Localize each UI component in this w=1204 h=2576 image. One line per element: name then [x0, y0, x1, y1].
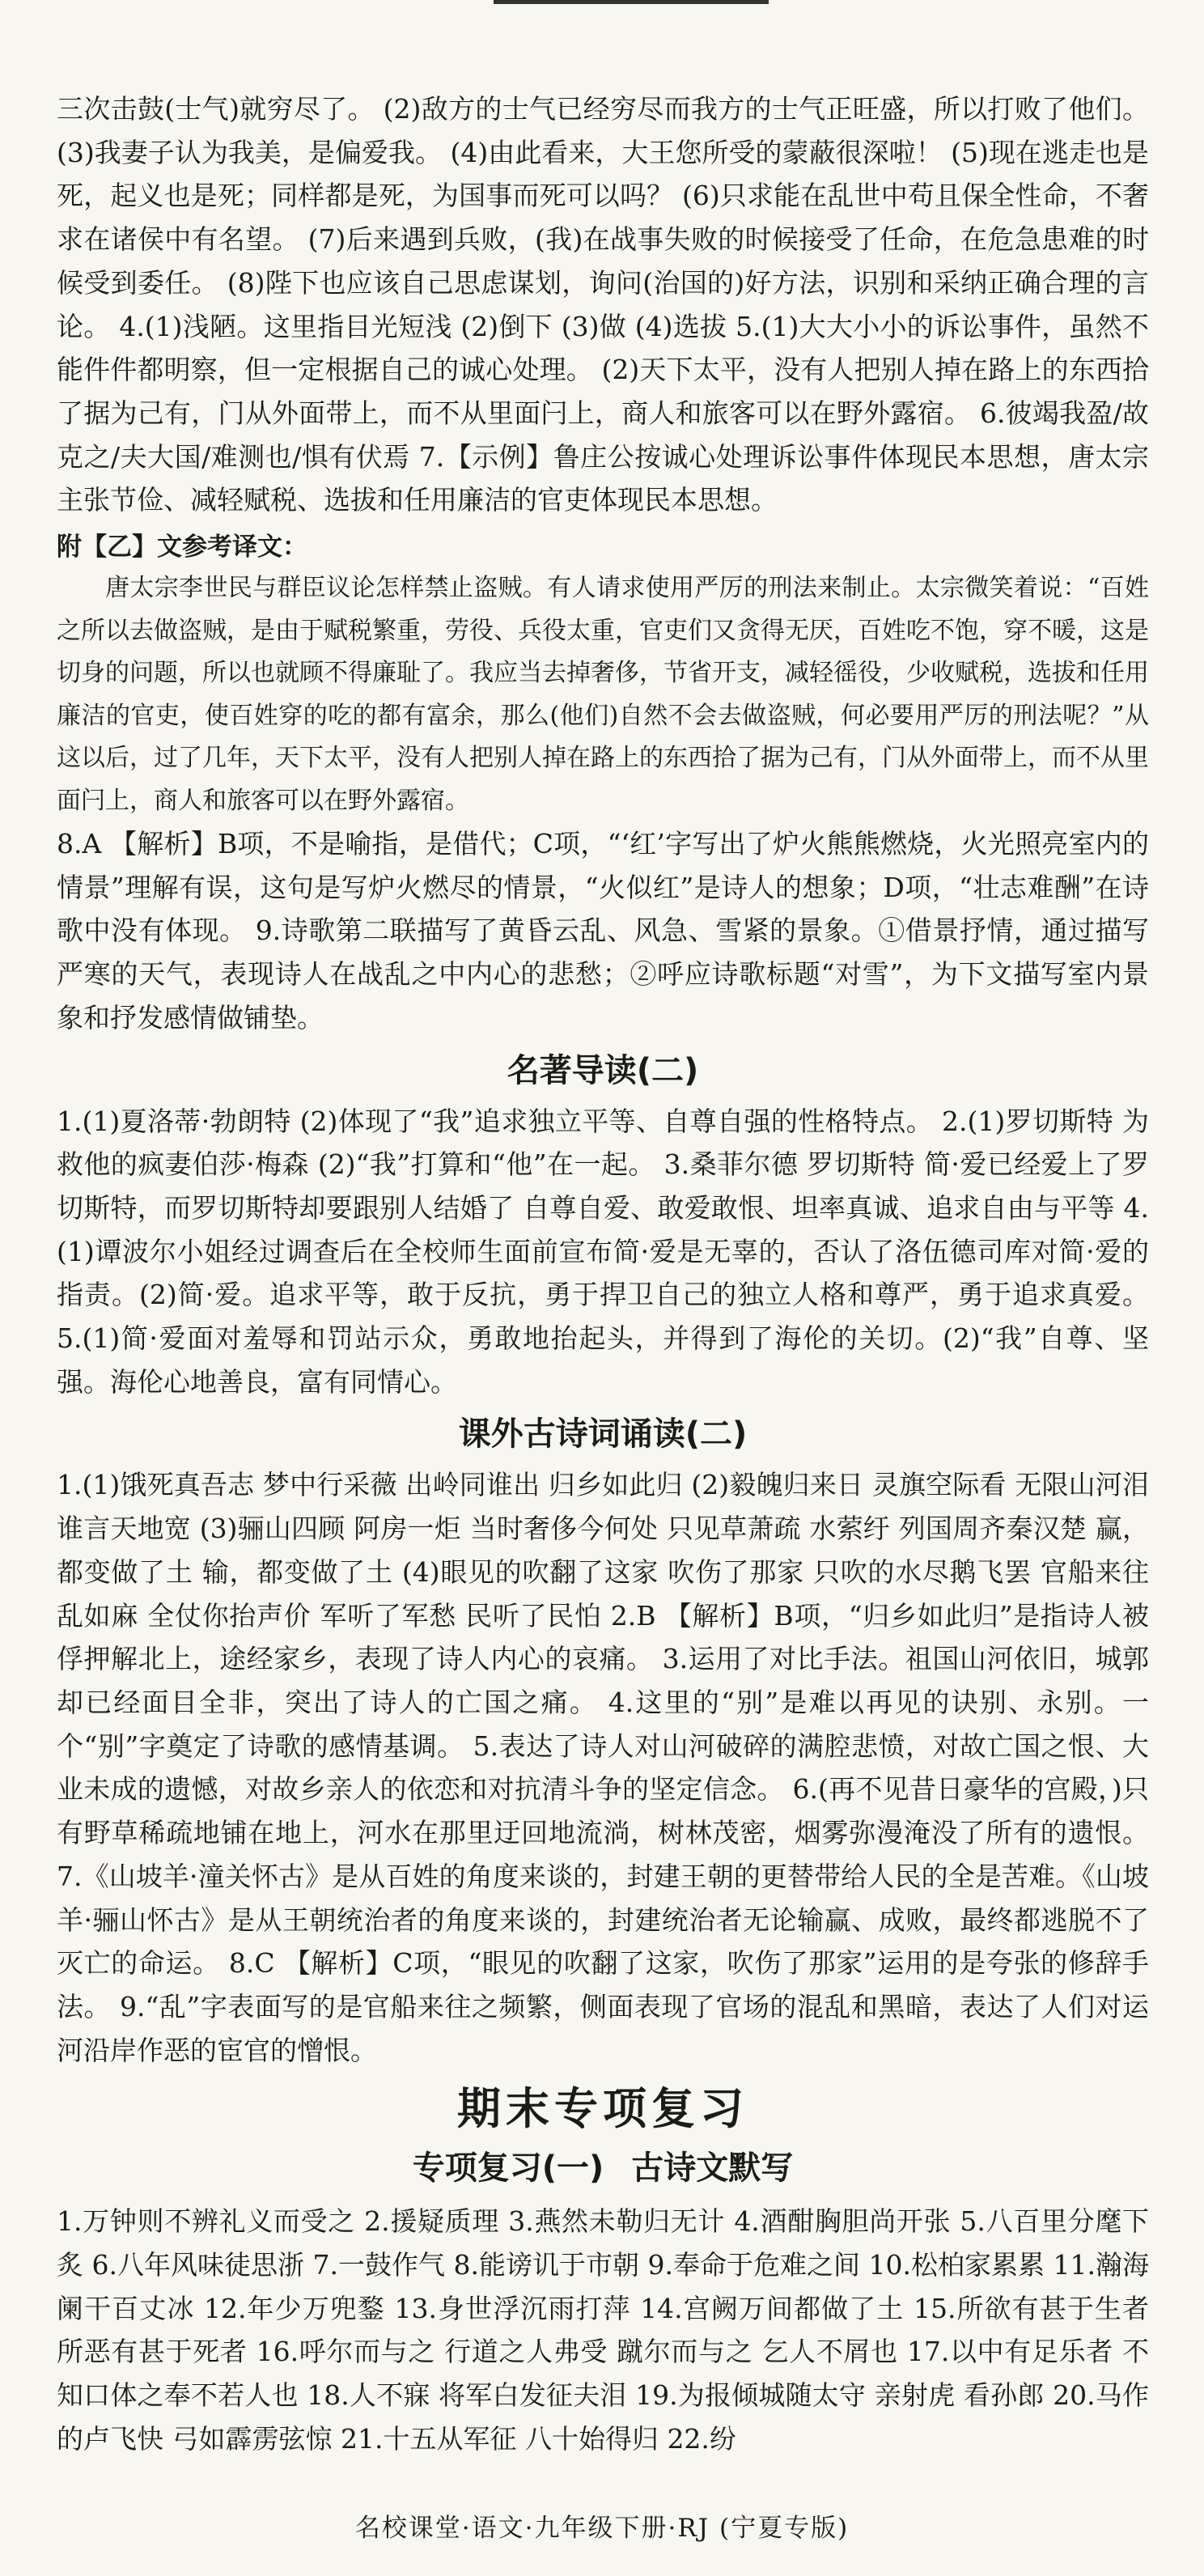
subsection-topic: 古诗文默写	[631, 2149, 794, 2188]
section-title-kewai: 课外古诗词诵读(二)	[458, 1415, 748, 1454]
subsection-number: 专项复习(一)	[412, 2149, 604, 2188]
subsection-title	[57, 2141, 1149, 2195]
dictation-answers: 1.万钟则不辨礼义而受之 2.援疑质理 3.燕然未勒归无计 4.酒酣胸胆尚开张 5.八百里分麾下炙 6.八年风味徒思浙 7.一鼓作气 8.能谤讥于市朝 9.奉命于危难之间 10.松柏家累累 11.瀚海阑干百丈冰 12.年少万兜鍪 13.身世浮沉雨打萍 14.宫阙万间都做了土 15.所欲有甚于生者 所恶有甚于死者 16.呼尔而与之 行道之人弗受 蹴尔而与之 乞人不屑也 17.以中有足乐者 不知口体之奉不若人也 18.人不寐 将军白发征夫泪 19.为报倾城随太守 亲射虎 看孙郎 20.马作的卢飞快 弓如霹雳弦惊 21.十五从军征 八十始得归 22.纷	[57, 2205, 1149, 2455]
chapter-title: 期末专项复习	[457, 2083, 748, 2135]
answer-block-classical-chinese: 三次击鼓(士气)就穷尽了。 (2)敌方的士气已经穷尽而我方的士气正旺盛，所以打败了他们。 (3)我妻子认为我美，是偏爱我。 (4)由此看来，大王您所受的蒙蔽很深啦！ (5)现在逃走也是死，起义也是死；同样都是死，为国事而死可以吗？ (6)只求能在乱世中苟且保全性命，不奢求在诸侯中有名望。 (7)后来遇到兵败，(我)在战事失败的时候接受了任命，在危急患难的时候受到委任。 (8)陛下也应该自己思虑谋划，询问(治国的)好方法，识别和采纳正确合理的言论。 4.(1)浅陋。这里指目光短浅 (2)倒下 (3)做 (4)选拔 5.(1)大大小小的诉讼事件，虽然不能件件都明察，但一定根据自己的诚心处理。 (2)天下太平，没有人把别人掉在路上的东西拾了据为己有，门从外面带上，而不从里面闩上，商人和旅客可以在野外露宿。 6.彼竭我盈/故克之/夫大国/难测也/惧有伏焉 7.【示例】鲁庄公按诚心处理诉讼事件体现民本思想，唐太宗主张节俭、减轻赋税、选拔和任用廉洁的官吏体现民本思想。	[57, 93, 1149, 516]
mingzhu-answers: 1.(1)夏洛蒂·勃朗特 (2)体现了“我”追求独立平等、自尊自强的性格特点。 2.(1)罗切斯特 为救他的疯妻伯莎·梅森 (2)“我”打算和“他”在一起。 3.桑菲尔德 罗切斯特 简·爱已经爱上了罗切斯特，而罗切斯特却要跟别人结婚了 自尊自爱、敢爱敢恨、坦率真诚、追求自由与平等 4.(1)谭波尔小姐经过调查后在全校师生面前宣布简·爱是无辜的，否认了洛伍德司库对简·爱的指责。(2)简·爱。追求平等，敢于反抗，勇于捍卫自己的独立人格和尊严，勇于追求真爱。 5.(1)简·爱面对羞辱和罚站示众，勇敢地抬起头，并得到了海伦的关切。(2)“我”自尊、坚强。海伦心地善良，富有同情心。	[57, 1105, 1149, 1398]
page-footer: 名校课堂·语文·九年级下册·RJ (宁夏专版)	[354, 2514, 850, 2543]
kewai-answers: 1.(1)饿死真吾志 梦中行采薇 出岭同谁出 归乡如此归 (2)毅魄归来日 灵旗空际看 无限山河泪 谁言天地宽 (3)骊山四顾 阿房一炬 当时奢侈今何处 只见草萧疏 水萦纡 列国周齐秦汉楚 赢，都变做了土 输，都变做了土 (4)眼见的吹翻了这家 吹伤了那家 只吹的水尽鹅飞罢 官船来往乱如麻 全仗你抬声价 军听了军愁 民听了民怕 2.B 【解析】B项，“归乡如此归”是指诗人被俘押解北上，途经家乡，表现了诗人内心的哀痛。 3.运用了对比手法。祖国山河依旧，城郭却已经面目全非，突出了诗人的亡国之痛。 4.这里的“别”是难以再见的诀别、永别。一个“别”字奠定了诗歌的感情基调。 5.表达了诗人对山河破碎的满腔悲愤，对故亡国之恨、大业未成的遗憾，对故乡亲人的依恋和对抗清斗争的坚定信念。 6.(再不见昔日豪华的宫殿，)只有野草稀疏地铺在地上，河水在那里迂回地流淌，树林茂密，烟雾弥漫淹没了所有的遗恨。 7.《山坡羊·潼关怀古》是从百姓的角度来谈的，封建王朝的更替带给人民的全是苦难。《山坡羊·骊山怀古》是从王朝统治者的角度来谈的，封建统治者无论输赢、成败，最终都逃脱不了灭亡的命运。 8.C 【解析】C项，“眼见的吹翻了这家，吹伤了那家”运用的是夸张的修辞手法。 9.“乱”字表面写的是官船来往之频繁，侧面表现了官场的混乱和黑暗，表达了人们对运河沿岸作恶的宦官的憎恨。	[57, 1469, 1149, 2066]
appendix-label: 附【乙】文参考译文：	[57, 533, 307, 562]
content	[57, 87, 1149, 2461]
section-title-mingzhu: 名著导读(二)	[507, 1051, 699, 1089]
top-rule	[494, 0, 769, 4]
appendix-translation: 唐太宗李世民与群臣议论怎样禁止盗贼。有人请求使用严厉的刑法来制止。太宗微笑着说：“百姓之所以去做盗贼，是由于赋税繁重，劳役、兵役太重，官吏们又贪得无厌，百姓吃不饱，穿不暖，这是切身的问题，所以也就顾不得廉耻了。我应当去掉奢侈，节省开支，减轻徭役，少收赋税，选拔和任用廉洁的官吏，使百姓穿的吃的都有富余，那么(他们)自然不会去做盗贼，何必要用严厉的刑法呢？”从这以后，过了几年，天下太平，没有人把别人掉在路上的东西拾了据为己有，门从外面带上，而不从里面闩上，商人和旅客可以在野外露宿。	[57, 574, 1149, 815]
poem-analysis-answers: 8.A 【解析】B项，不是喻指，是借代；C项，“‘红’字写出了炉火熊熊燃烧，火光照亮室内的情景”理解有误，这句是写炉火燃尽的情景，“火似红”是诗人的想象；D项，“壮志难酬”在诗歌中没有体现。 9.诗歌第二联描写了黄昏云乱、风急、雪紧的景象。①借景抒情，通过描写严寒的天气，表现诗人在战乱之中内心的悲愁；②呼应诗歌标题“对雪”，为下文描写室内景象和抒发感情做铺垫。	[57, 828, 1149, 1033]
